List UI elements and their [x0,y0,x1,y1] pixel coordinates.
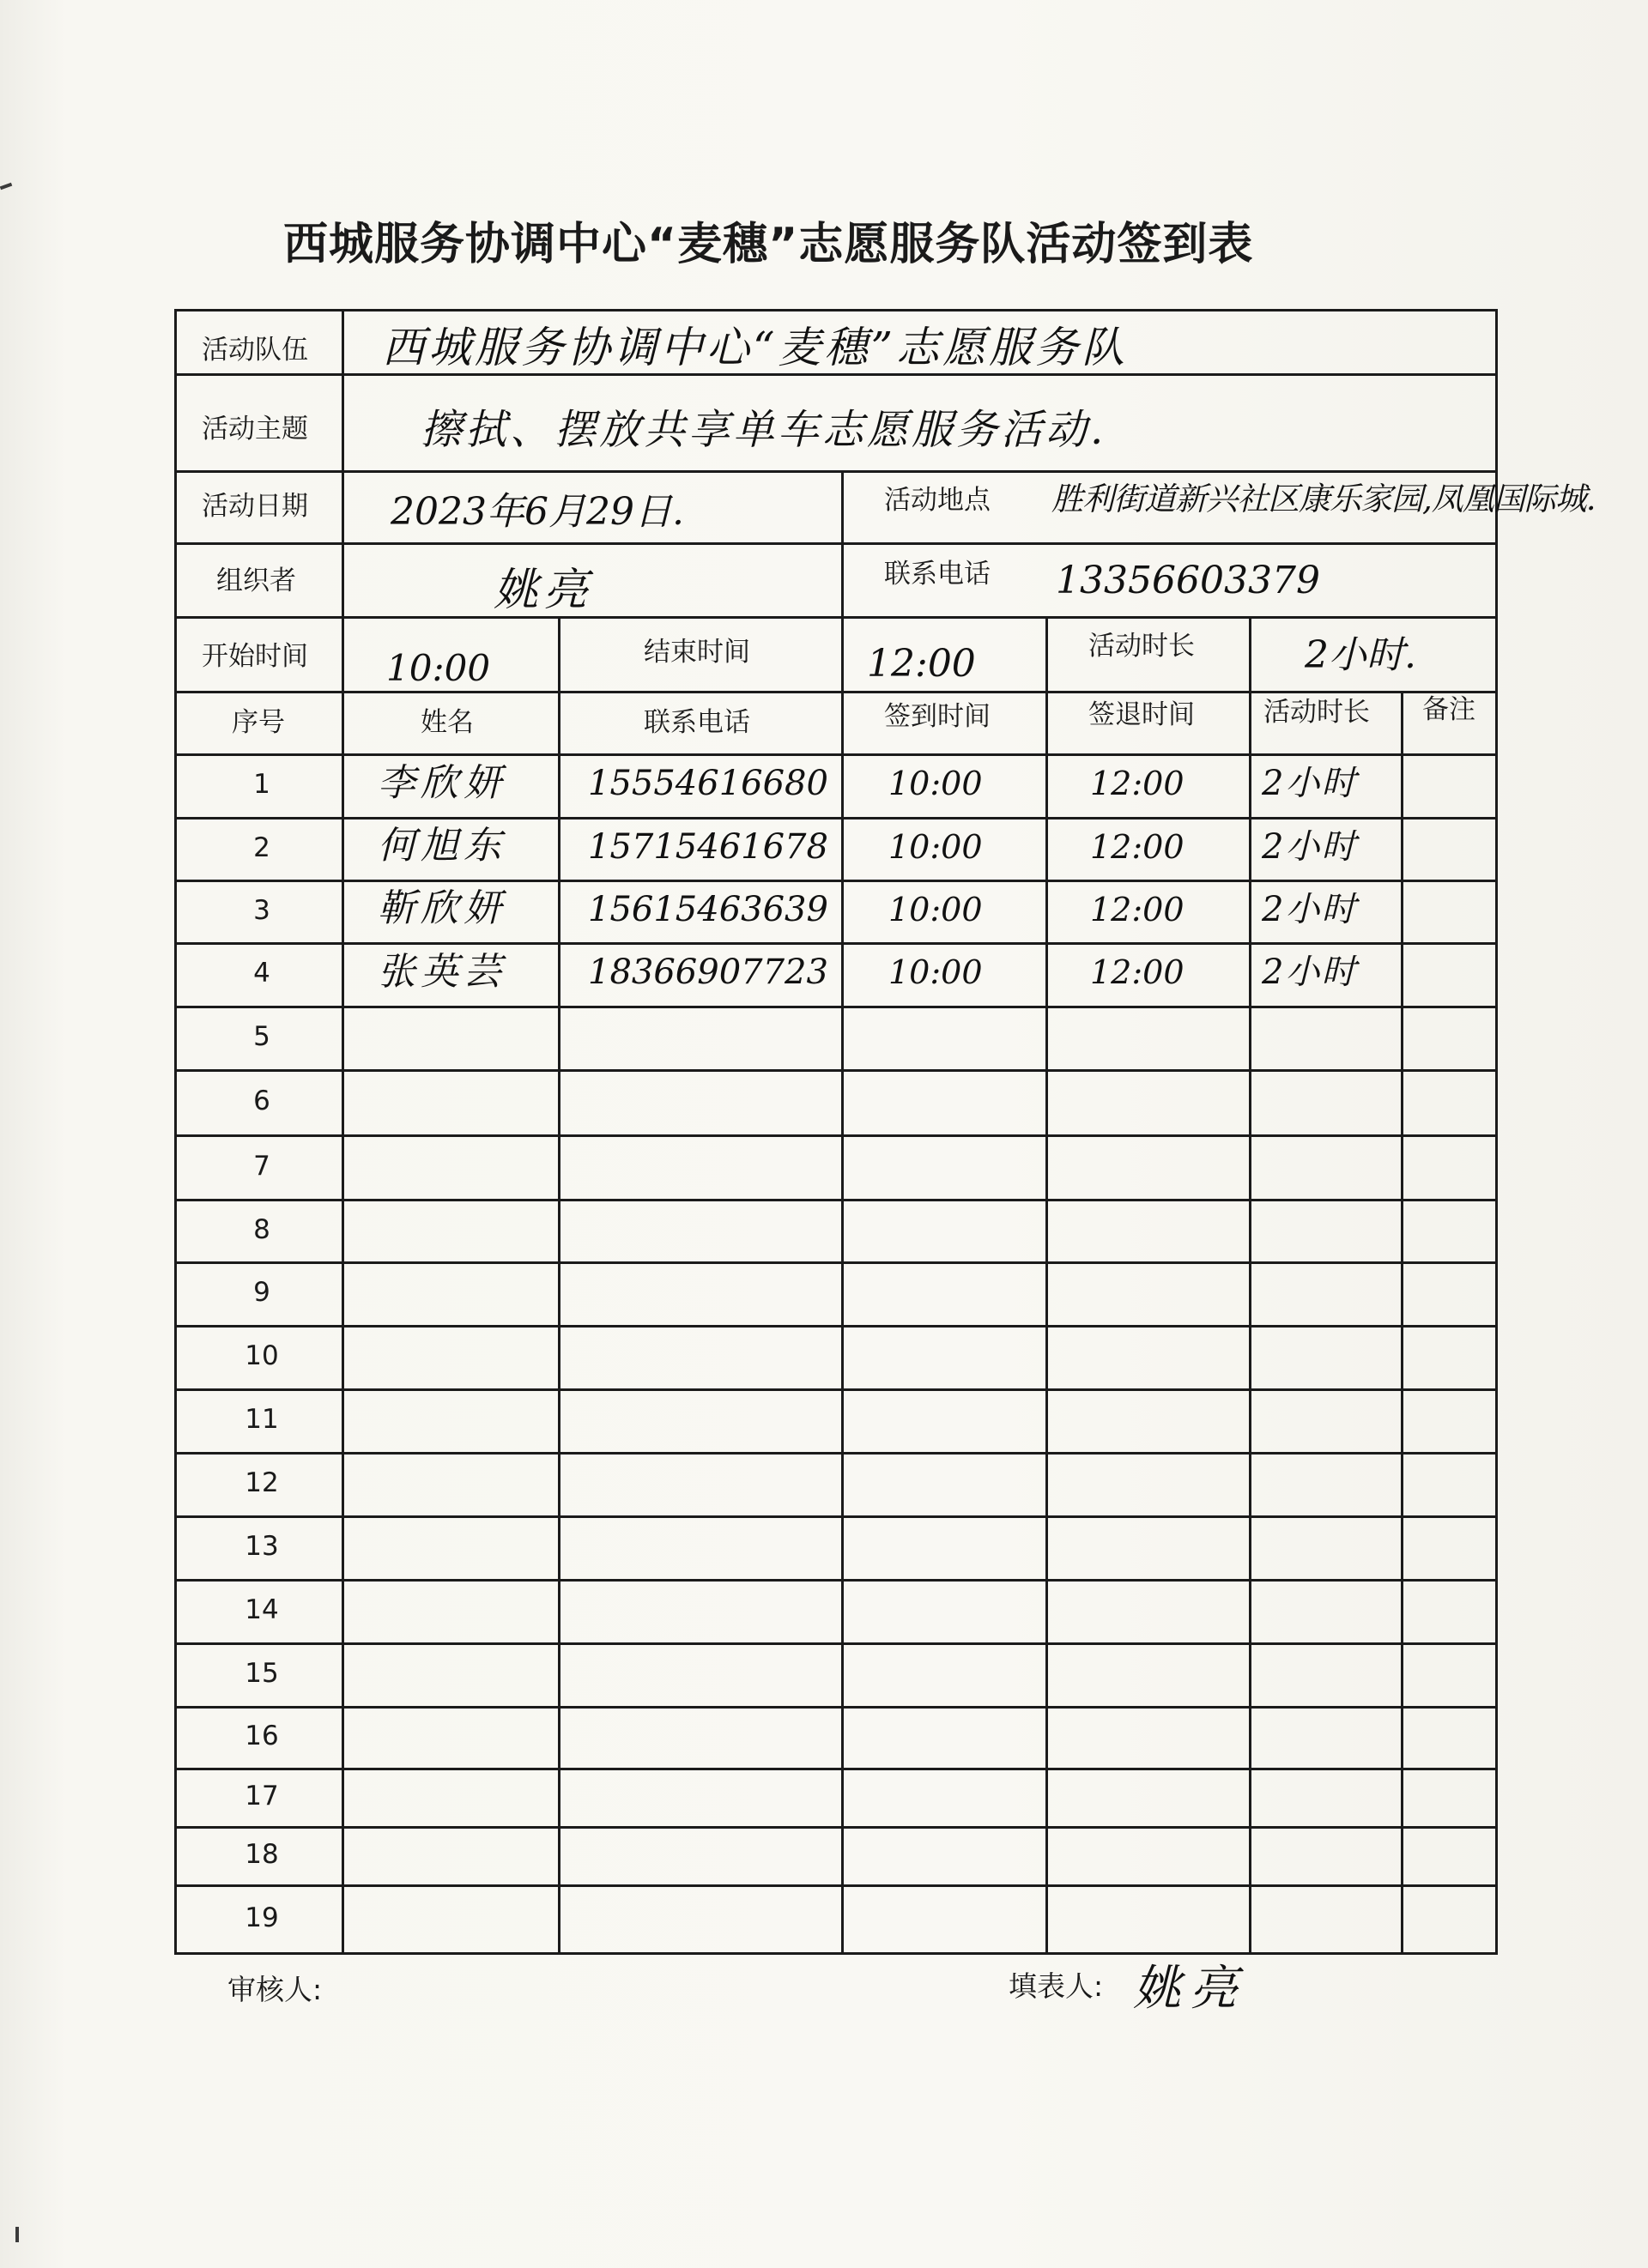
grid-hline [174,1884,1498,1887]
grid-hline [174,542,1498,545]
grid-hline [174,1261,1498,1264]
row-phone: 15715461678 [588,826,828,867]
grid-hline [174,1452,1498,1455]
row-number: 8 [253,1213,270,1245]
row-number: 4 [253,958,270,989]
theme-label: 活动主题 [202,414,308,445]
grid-hline [174,753,1498,756]
date-value: 2023年6月29日. [391,490,684,534]
scan-mark-bottom [15,2227,19,2242]
duration-label: 活动时长 [1088,631,1195,662]
grid-hline [174,1515,1498,1518]
row-name: 靳欣妍 [378,886,506,931]
row-number: 10 [245,1340,279,1371]
row-duration: 2小时 [1262,764,1358,803]
row-name: 李欣妍 [378,760,506,805]
filler-signature: 姚亮 [1133,1961,1246,2017]
grid-vline [1401,691,1403,1955]
row-duration: 2小时 [1262,826,1358,867]
grid-vline [342,309,344,1955]
theme-value: 擦拭、摆放共享单车志愿服务活动. [421,406,1107,454]
grid-hline [174,1706,1498,1709]
row-name: 何旭东 [378,824,506,868]
organizer-value: 姚亮 [494,565,594,616]
row-checkout-time: 12:00 [1090,890,1184,928]
row-number: 19 [245,1902,279,1933]
end-time-value: 12:00 [867,642,976,686]
row-duration: 2小时 [1262,889,1358,929]
start-time-value: 10:00 [386,647,491,689]
row-phone: 18366907723 [588,953,828,992]
row-checkout-time: 12:00 [1090,953,1184,992]
row-number: 6 [253,1086,270,1116]
grid-vline [841,470,844,1955]
place-value: 胜利街道新兴社区康乐家园,凤凰国际城. [1051,481,1596,517]
team-value: 西城服务协调中心“麦穗”志愿服务队 [382,323,1129,372]
row-number: 12 [245,1467,279,1498]
form-title: 西城服务协调中心“麦穗”志愿服务队活动签到表 [283,219,1254,270]
grid-hline [174,1642,1498,1645]
filler-label: 填表人: [1009,1969,1104,2003]
scan-mark-top [0,183,12,191]
table-left-border [174,309,177,1955]
grid-vline [558,616,560,1955]
grid-hline [174,1768,1498,1770]
row-phone: 15554616680 [588,764,828,803]
col-header-no: 序号 [232,707,285,738]
col-header-phone: 联系电话 [644,707,750,738]
date-label: 活动日期 [202,491,308,522]
grid-hline [174,691,1498,693]
grid-hline [174,1199,1498,1201]
row-number: 5 [253,1021,270,1052]
col-header-duration: 活动时长 [1263,697,1370,728]
row-number: 17 [245,1781,279,1811]
grid-hline [174,470,1498,473]
row-number: 3 [253,894,270,926]
col-header-checkout: 签退时间 [1088,699,1195,730]
reviewer-label: 审核人: [227,1973,323,2006]
grid-hline [174,817,1498,820]
grid-hline [174,373,1498,376]
row-number: 18 [245,1839,279,1870]
row-number: 14 [245,1594,279,1625]
row-name: 张英芸 [378,949,506,994]
duration-value: 2小时. [1305,633,1416,677]
grid-vline [1249,616,1251,1955]
grid-hline [174,1388,1498,1391]
grid-hline [174,942,1498,945]
grid-hline [174,880,1498,882]
row-checkout-time: 12:00 [1090,765,1184,803]
row-number: 11 [245,1404,279,1435]
start-time-label: 开始时间 [202,641,308,672]
row-checkin-time: 10:00 [888,827,983,866]
row-checkin-time: 10:00 [888,765,983,803]
row-checkin-time: 10:00 [888,953,983,992]
table-bottom-border [174,1952,1498,1955]
row-number: 1 [253,769,270,800]
grid-vline [1045,616,1048,1955]
col-header-name: 姓名 [421,707,474,738]
row-number: 9 [253,1277,270,1308]
grid-hline [174,1006,1498,1008]
col-header-checkin: 签到时间 [884,701,991,732]
col-header-remark: 备注 [1422,694,1475,725]
grid-hline [174,1325,1498,1328]
team-label: 活动队伍 [202,335,308,366]
organizer-label: 组织者 [216,565,296,596]
row-number: 13 [245,1531,279,1562]
table-top-border [174,309,1498,311]
row-number: 15 [245,1658,279,1689]
row-duration: 2小时 [1262,953,1358,992]
row-number: 2 [253,832,270,863]
row-checkout-time: 12:00 [1090,827,1184,866]
contact-phone-value: 13356603379 [1056,559,1320,602]
grid-hline [174,1826,1498,1829]
row-number: 7 [253,1150,270,1182]
row-checkin-time: 10:00 [888,890,983,928]
row-number: 16 [245,1721,279,1751]
grid-hline [174,1134,1498,1137]
end-time-label: 结束时间 [644,637,750,668]
grid-hline [174,616,1498,619]
grid-hline [174,1069,1498,1072]
table-right-border [1495,309,1498,1955]
row-phone: 15615463639 [588,889,828,929]
place-label: 活动地点 [884,485,991,516]
contact-phone-label: 联系电话 [884,559,991,590]
grid-hline [174,1579,1498,1582]
